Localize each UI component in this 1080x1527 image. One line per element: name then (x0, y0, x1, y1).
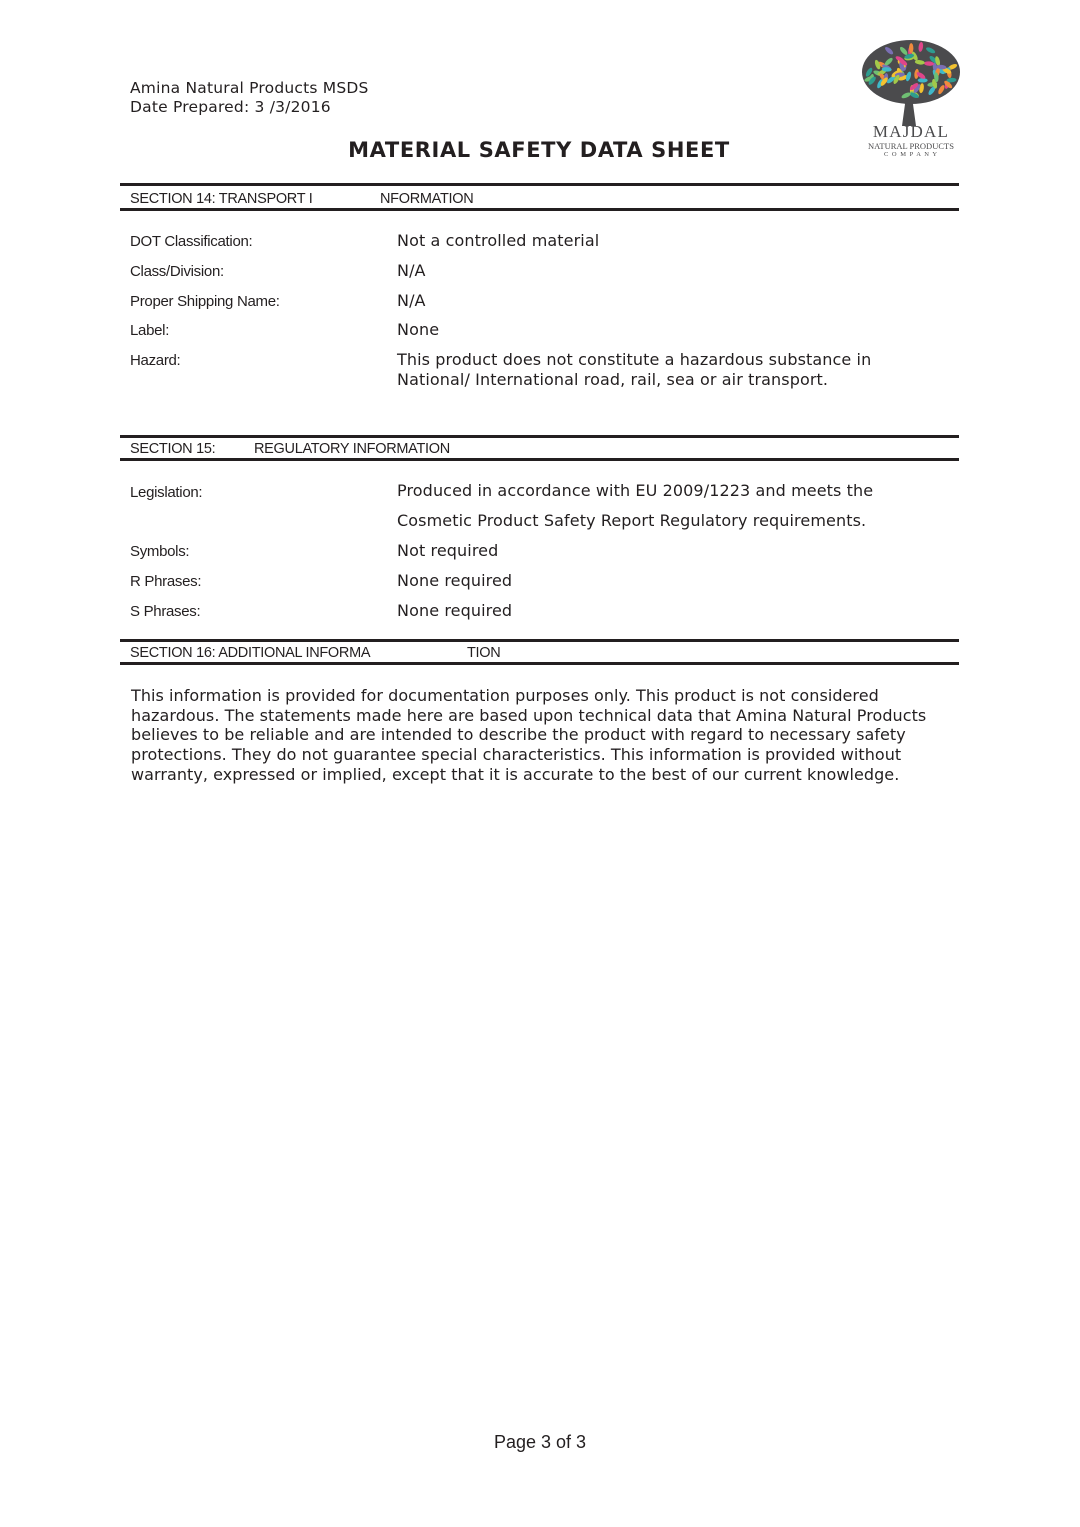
page-number: Page 3 of 3 (493, 1432, 587, 1452)
disclaimer-line: protections. They do not guarantee special characteristics. This information is provided without (131, 745, 902, 765)
hazard-label: Hazard: (130, 352, 181, 369)
class-division-value: N/A (397, 261, 426, 280)
legislation-value-line2: Cosmetic Product Safety Report Regulatory requirements. (397, 511, 867, 530)
dot-classification-label: DOT Classification: (130, 233, 253, 250)
section-14-top-rule (120, 183, 959, 186)
disclaimer-line: believes to be reliable and are intended to describe the product with regard to necessary safety (131, 725, 906, 745)
tree-icon (858, 34, 964, 126)
shipping-name-value: N/A (397, 291, 426, 310)
s-phrases-label: S Phrases: (130, 603, 201, 620)
legislation-value-line1: Produced in accordance with EU 2009/1223 and meets the (397, 481, 874, 500)
symbols-label: Symbols: (130, 543, 190, 560)
label-value: None (397, 320, 440, 339)
hazard-value-line1: This product does not constitute a hazardous substance in (397, 350, 872, 369)
symbols-value: Not required (397, 541, 499, 560)
logo-subtitle: NATURAL PRODUCTS (868, 141, 954, 151)
leaf-shape (909, 43, 913, 53)
disclaimer-line: hazardous. The statements made here are based upon technical data that Amina Natural Products (131, 705, 927, 725)
disclaimer-line: This information is provided for documentation purposes only. This product is not considered (131, 686, 879, 705)
section-16-bottom-rule (120, 662, 959, 665)
logo-company: C O M P A N Y (883, 151, 939, 158)
section-16-heading-cont: TION (467, 645, 501, 661)
disclaimer-line: warranty, expressed or implied, except that it is accurate to the best of our current knowledge. (131, 764, 900, 784)
section-15-heading-cont: REGULATORY INFORMATION (254, 441, 450, 457)
section-14-bottom-rule (120, 208, 959, 211)
hazard-value-line2: National/ International road, rail, sea or air transport. (397, 370, 829, 389)
section-15-top-rule (120, 435, 959, 438)
section-16-heading: SECTION 16: ADDITIONAL INFORMA (130, 645, 371, 661)
logo-name: MAJDAL (872, 122, 950, 141)
company-logo (858, 34, 964, 162)
date-prepared: Date Prepared: 3 /3/2016 (130, 98, 331, 116)
r-phrases-value: None required (397, 571, 513, 590)
s-phrases-value: None required (397, 601, 513, 620)
section-15-bottom-rule (120, 458, 959, 461)
r-phrases-label: R Phrases: (130, 573, 202, 590)
class-division-label: Class/Division: (130, 263, 224, 280)
label-label: Label: (130, 322, 170, 339)
dot-classification-value: Not a controlled material (397, 231, 600, 250)
leaf-shape (918, 78, 928, 82)
section-15-heading: SECTION 15: (130, 441, 216, 457)
company-line: Amina Natural Products MSDS (130, 79, 369, 97)
disclaimer-paragraph (131, 686, 961, 785)
page-title: MATERIAL SAFETY DATA SHEET (348, 138, 730, 162)
section-14-heading-cont: NFORMATION (380, 191, 474, 207)
section-16-top-rule (120, 639, 959, 642)
section-14-heading: SECTION 14: TRANSPORT I (130, 191, 313, 207)
legislation-label: Legislation: (130, 484, 203, 501)
shipping-name-label: Proper Shipping Name: (130, 293, 280, 310)
